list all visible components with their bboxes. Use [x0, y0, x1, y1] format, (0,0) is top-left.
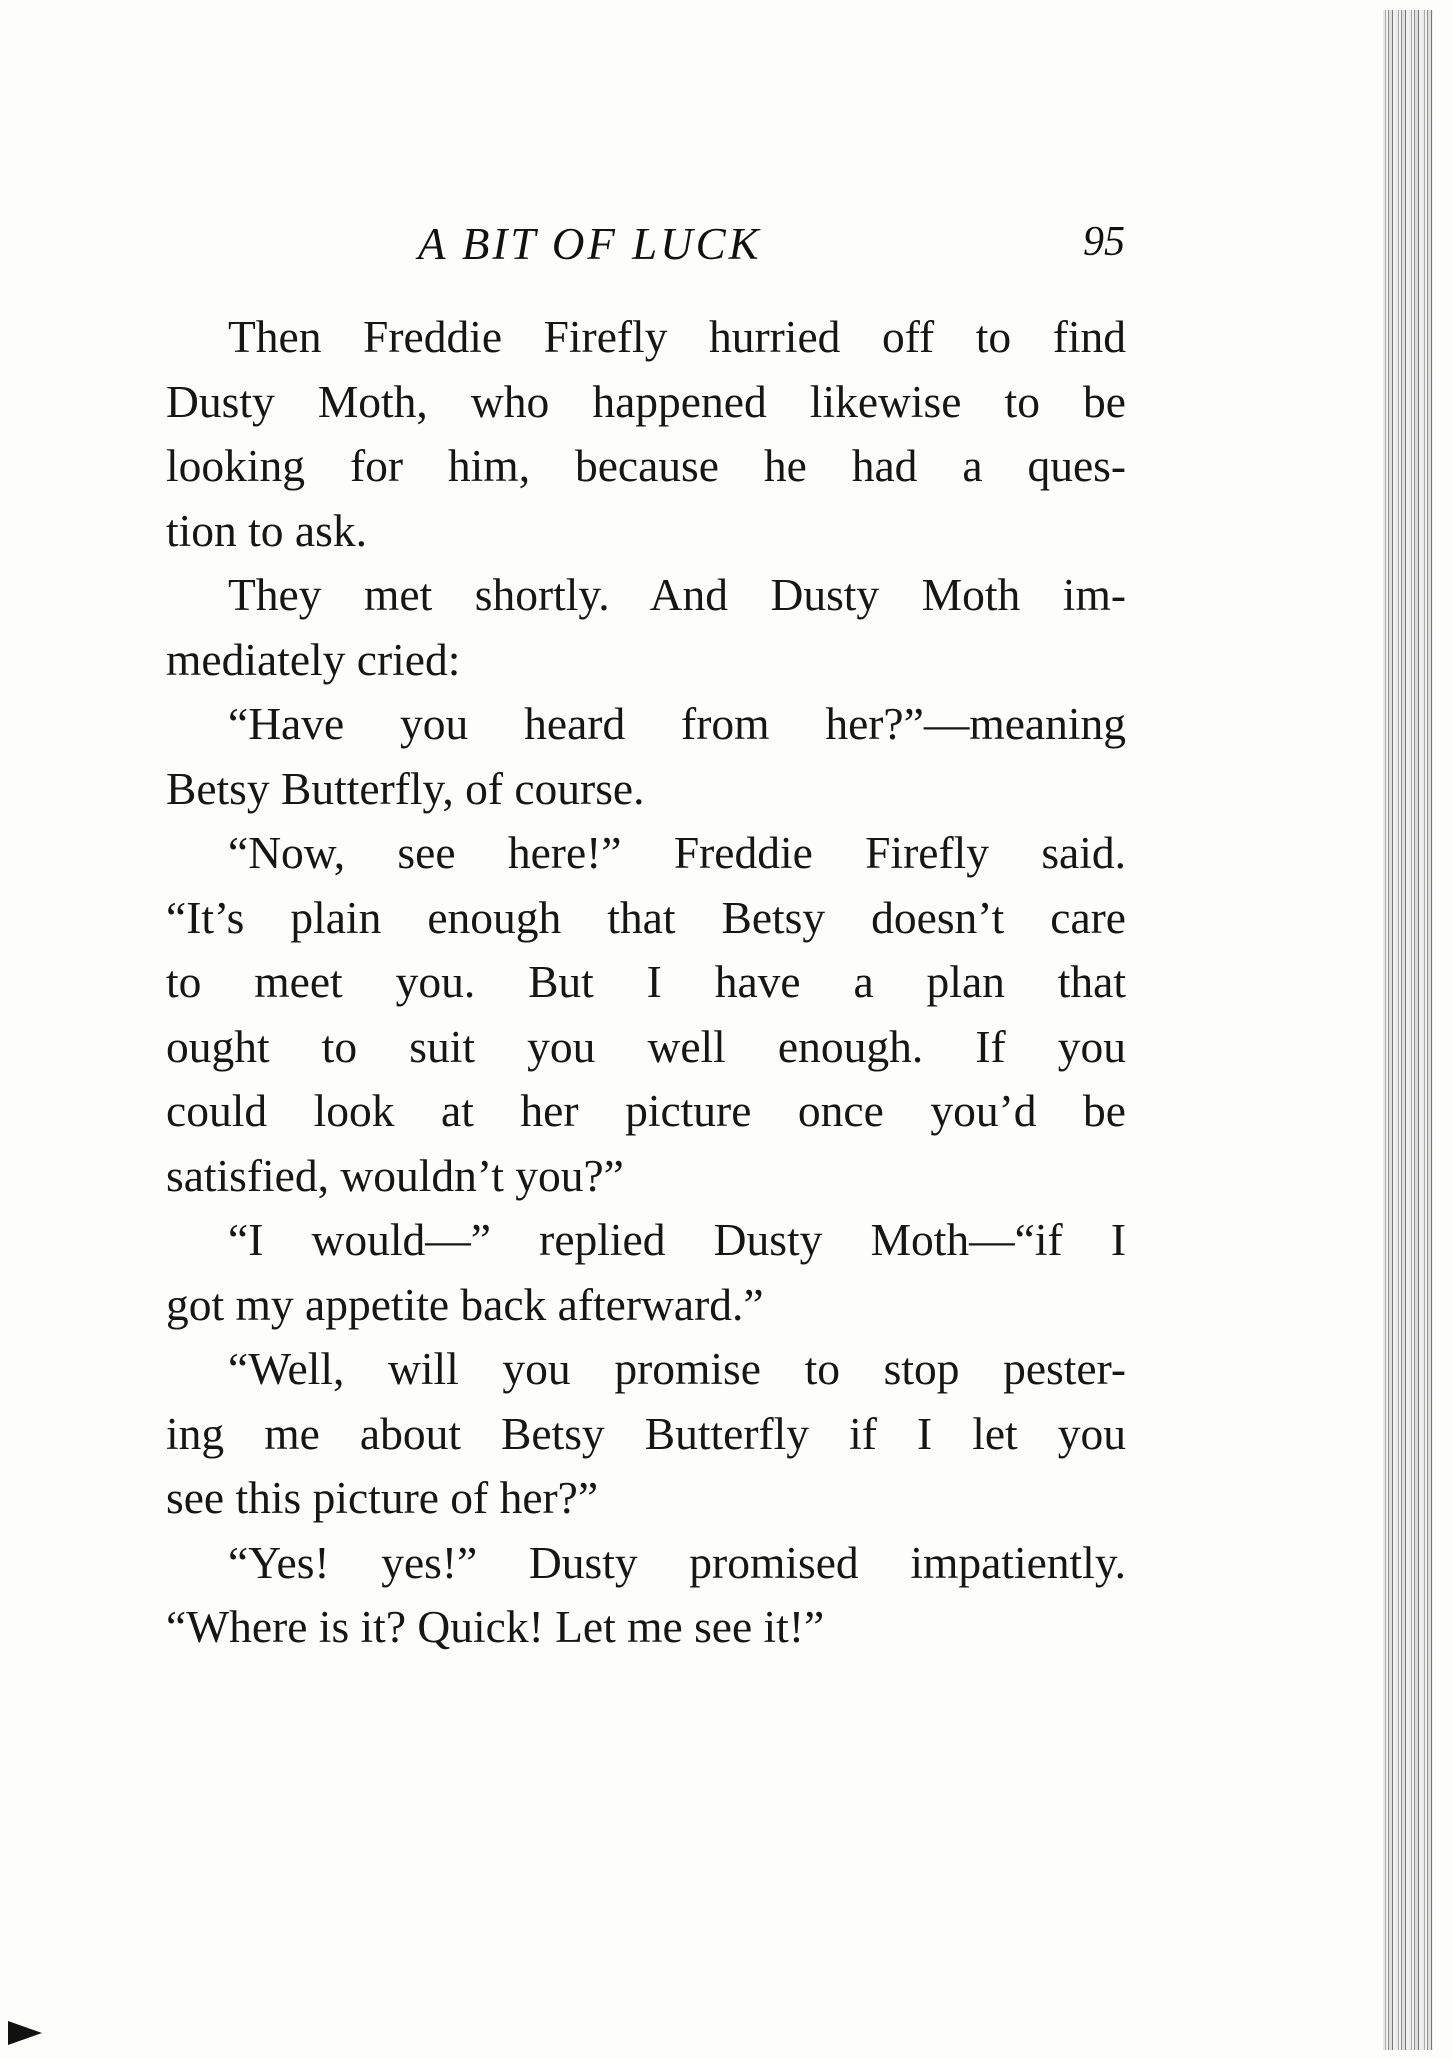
text-line: ing me about Betsy Butterfly if I let you	[166, 1407, 1126, 1459]
text-line: “I would—” replied Dusty Moth—“if I	[228, 1214, 1126, 1265]
chapter-title: A BIT OF LUCK	[418, 219, 762, 269]
text-line: “Well, will you promise to stop pester-	[228, 1343, 1126, 1394]
book-spine-gutter	[1383, 10, 1433, 2050]
running-header	[168, 218, 1125, 278]
text-line: tion to ask.	[166, 504, 367, 556]
corner-arrow-icon	[8, 2021, 42, 2045]
paragraph	[166, 305, 1126, 563]
text-line: got my appetite back afterward.”	[166, 1278, 764, 1330]
text-line: Betsy Butterfly, of course.	[166, 762, 645, 814]
paragraph	[166, 1208, 1126, 1337]
text-line: Then Freddie Firefly hurried off to find	[228, 311, 1126, 362]
text-line: looking for him, because he had a ques-	[166, 440, 1126, 491]
text-line: “It’s plain enough that Betsy doesn’t care	[166, 891, 1126, 943]
paragraph	[166, 692, 1126, 821]
text-line: “Where is it? Quick! Let me see it!”	[166, 1601, 825, 1652]
text-line: mediately cried:	[166, 633, 461, 685]
text-line: Dusty Moth, who happened likewise to be	[166, 375, 1126, 427]
text-line: ought to suit you well enough. If you	[166, 1020, 1126, 1072]
text-line: satisfied, wouldn’t you?”	[166, 1149, 624, 1201]
paragraph	[166, 1531, 1126, 1660]
paragraph	[166, 563, 1126, 692]
text-line: could look at her picture once you’d be	[166, 1085, 1126, 1136]
text-line: “Have you heard from her?”—meaning	[228, 698, 1126, 749]
paragraph	[166, 1337, 1126, 1531]
text-line: “Yes! yes!” Dusty promised impatiently.	[228, 1536, 1126, 1588]
text-line: “Now, see here!” Freddie Firefly said.	[228, 827, 1126, 878]
text-line: They met shortly. And Dusty Moth im-	[228, 569, 1126, 620]
page-number: 95	[1083, 219, 1125, 265]
body-text	[166, 305, 1126, 1660]
text-line: see this picture of her?”	[166, 1472, 599, 1523]
text-line: to meet you. But I have a plan that	[166, 956, 1126, 1007]
paragraph	[166, 821, 1126, 1208]
